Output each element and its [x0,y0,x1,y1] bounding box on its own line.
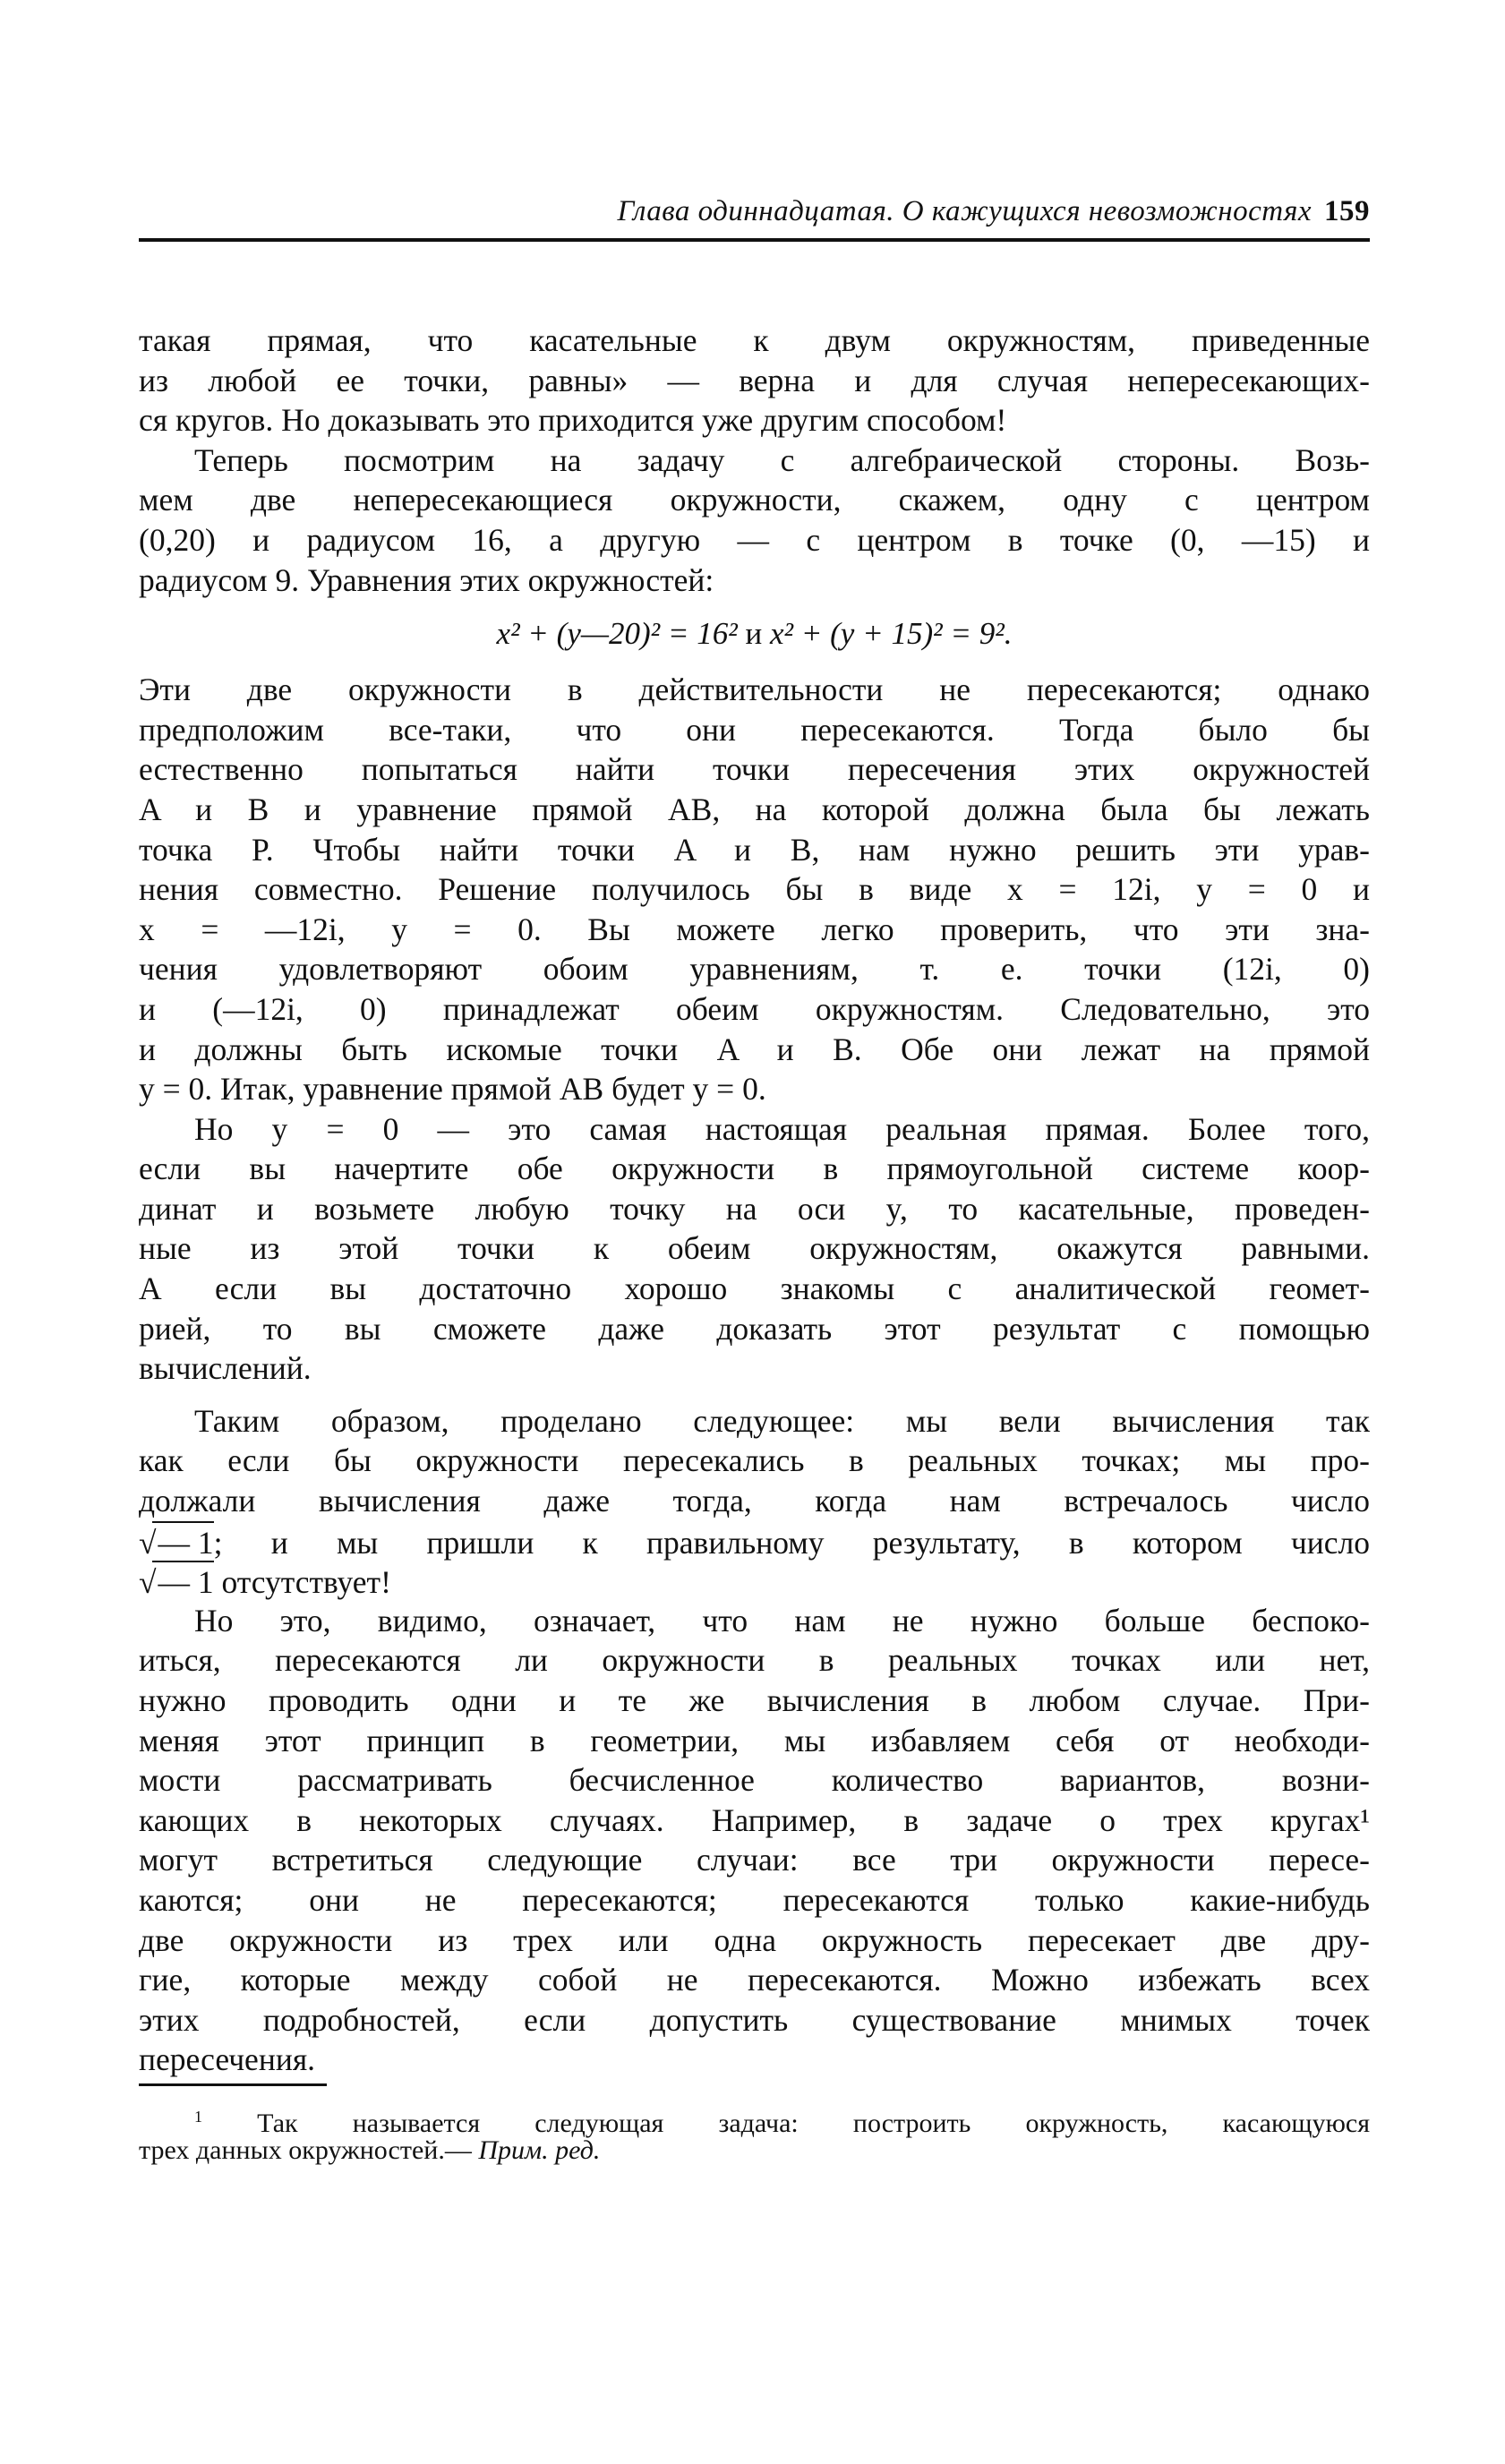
text-line: y = 0. Итак, уравнение прямой AB будет y = 0. [139,1071,766,1108]
display-formula [139,607,1370,661]
text-line: мем две непересекающиеся окружности, скажем, одну с центром [139,482,1370,518]
radical-sign: √ [139,1564,157,1601]
paragraph [139,1109,1370,1389]
radical-sign: √ [139,1524,157,1561]
text-line: вычислений. [139,1350,312,1387]
text-line: Теперь посмотрим на задачу с алгебраической стороны. Возь- [194,441,1370,478]
text-line: динат и возьмете любую точку на оси y, то касательные, проведен- [139,1190,1370,1227]
paragraph-gap [139,1389,1370,1401]
editor-note: Прим. ред. [478,2135,601,2165]
text-line: как если бы окружности пересекались в реальных точках; мы про- [139,1442,1370,1479]
text-line: и (—12i, 0) принадлежат обеим окружностям. Следовательно, это [139,990,1370,1027]
footnote-marker: 1 [194,2108,202,2126]
page-body [139,321,1370,2080]
text-line: Но y = 0 — это самая настоящая реальная прямая. Более того, [194,1110,1370,1147]
text-line: если вы начертите обе окружности в прямоугольной системе коор- [139,1151,1370,1187]
text-line: Таким образом, проделано следующее: мы вели вычисления так [194,1402,1370,1439]
paragraph [139,1401,1370,1601]
text-line: должали вычисления даже тогда, когда нам встречалось число [139,1483,1370,1519]
text-line: пересечения. [139,2041,316,2078]
text-line: могут встретиться следующие случаи: все три окружности пересе- [139,1842,1370,1878]
text-line: каются; они не пересекаются; пересекаются только какие-нибудь [139,1881,1370,1918]
footnote-rule [139,2083,327,2086]
text-line: и должны быть искомые точки A и B. Обе они лежат на прямой [139,1031,1370,1067]
text-line: Эти две окружности в действительности не пересекаются; однако [139,672,1370,708]
text-line: гие, которые между собой не пересекаются. Можно избежать всех [139,1962,1370,1998]
formula-right: x² + (y + 15)² = 9². [769,616,1013,652]
text-line: нения совместно. Решение получилось бы в виде x = 12i, y = 0 и [139,871,1370,908]
paragraph [139,441,1370,600]
radicand: — 1 [152,1561,213,1603]
text-line: Но это, видимо, означает, что нам не нужно больше беспоко- [194,1602,1370,1638]
text-line: мости рассматривать бесчисленное количество вариантов, возни- [139,1762,1370,1799]
text-line: такая прямая, что касательные к двум окружностям, приведенные [139,322,1370,358]
text-line: предположим все-таки, что они пересекаются. Тогда было бы [139,711,1370,748]
page-header [139,186,1370,240]
footnote-line [139,2100,1370,2138]
formula-left: x² + (y—20)² = 16² [496,616,738,652]
header-rule [139,238,1370,242]
text-line: чения удовлетворяют обоим уравнениям, т. е. точки (12i, 0) [139,951,1370,988]
paragraph [139,321,1370,441]
text-line: меняя этот принцип в геометрии, мы избавляем себя от необходи- [139,1722,1370,1758]
footnote-text: Так называется следующая задача: построить окружность, касающуюся [257,2109,1370,2138]
text-line-with-sqrt [139,1521,1370,1561]
text-line: из любой ее точки, равны» — верна и для случая непересекающих- [139,362,1370,398]
text-line: ные из этой точки к обеим окружностям, окажутся равными. [139,1230,1370,1267]
text-line: две окружности из трех или одна окружность пересекает две дру- [139,1921,1370,1958]
formula-conjunction: и [745,616,763,652]
text-line: радиусом 9. Уравнения этих окружностей: [139,561,714,598]
line-rest: ; и мы пришли к правильному результату, в котором число [213,1524,1370,1561]
running-title: Глава одиннадцатая. О кажущихся невозможностях [617,195,1312,227]
text-line: рией, то вы сможете даже доказать этот результат с помощью [139,1310,1370,1347]
text-line: иться, пересекаются ли окружности в реальных точках или нет, [139,1642,1370,1679]
text-line: ся кругов. Но доказывать это приходится уже другим способом! [139,402,1007,439]
text-line: А если вы достаточно хорошо знакомы с аналитической геомет- [139,1270,1370,1307]
running-head [617,195,1370,228]
paragraph [139,1601,1370,2080]
line-rest: отсутствует! [213,1564,391,1601]
radicand: — 1 [152,1521,213,1563]
page-number: 159 [1324,195,1370,227]
text-line: точка P. Чтобы найти точки A и B, нам нужно решить эти урав- [139,831,1370,868]
text-line: кающих в некоторых случаях. Например, в задаче о трех кругах¹ [139,1801,1370,1838]
footnote-line [139,2134,1370,2168]
footnote [139,2100,1370,2168]
footnote-text: трех данных окружностей.— [139,2135,479,2165]
text-line: естественно попытаться найти точки пересечения этих окружностей [139,751,1370,788]
text-line: A и B и уравнение прямой AB, на которой должна была бы лежать [139,791,1370,827]
paragraph [139,670,1370,1109]
text-line: нужно проводить одни и те же вычисления в любом случае. При- [139,1682,1370,1718]
text-line-with-sqrt [139,1561,1370,1601]
text-line: этих подробностей, если допустить существование мнимых точек [139,2001,1370,2038]
text-line: (0,20) и радиусом 16, а другую — с центром в точке (0, —15) и [139,521,1370,558]
text-line: x = —12i, y = 0. Вы можете легко проверить, что эти зна- [139,911,1370,947]
